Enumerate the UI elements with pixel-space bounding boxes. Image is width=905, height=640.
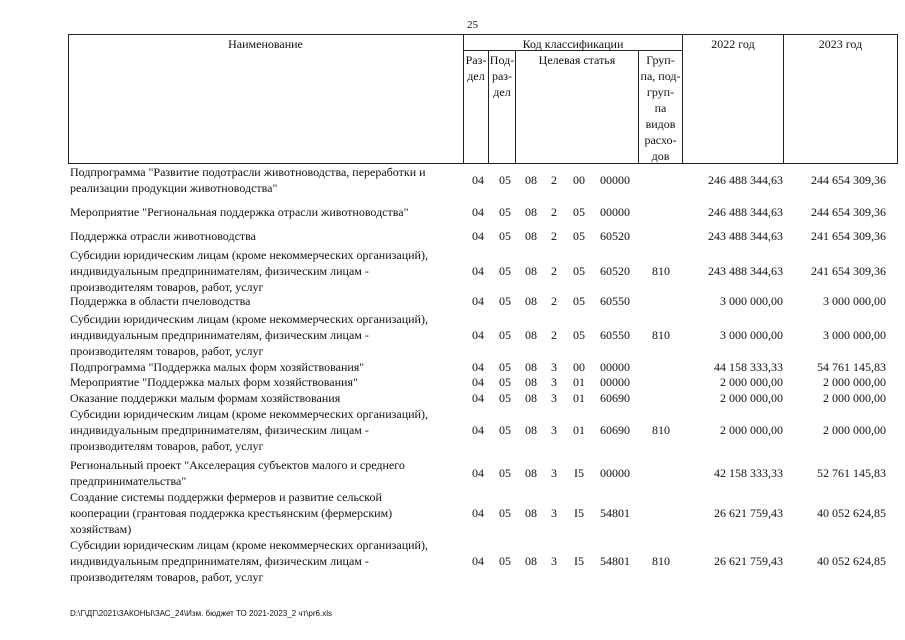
row-code-c1: 08 xyxy=(525,506,537,520)
row-name xyxy=(70,228,462,244)
row-code-c3: 05 xyxy=(573,328,585,342)
row-code-c2: 2 xyxy=(551,264,557,278)
row-code-c1: 08 xyxy=(525,205,537,219)
row-value-2022: 2 000 000,00 xyxy=(720,391,783,405)
table-row xyxy=(0,406,905,454)
row-code-c3: I5 xyxy=(574,554,584,568)
row-code-g: 810 xyxy=(652,423,670,437)
row-code-pr: 05 xyxy=(499,423,511,437)
row-value-2023: 244 654 309,36 xyxy=(811,173,886,187)
row-code-c4: 00000 xyxy=(600,375,630,389)
row-name-line: производителям товаров, работ, услуг xyxy=(70,344,264,358)
row-code-c3: 01 xyxy=(573,423,585,437)
row-name xyxy=(70,247,462,295)
row-code-pr: 05 xyxy=(499,264,511,278)
row-code-pr: 05 xyxy=(499,554,511,568)
row-code-c4: 00000 xyxy=(600,173,630,187)
row-code-c3: 00 xyxy=(573,173,585,187)
row-value-2022: 246 488 344,63 xyxy=(708,205,783,219)
table-row xyxy=(0,293,905,309)
row-name-line: индивидуальным предпринимателям, физическим лицам - xyxy=(70,264,369,278)
row-code-r: 04 xyxy=(472,391,484,405)
row-code-c2: 2 xyxy=(551,229,557,243)
row-code-c2: 2 xyxy=(551,205,557,219)
row-code-r: 04 xyxy=(472,375,484,389)
row-code-pr: 05 xyxy=(499,466,511,480)
row-name-line: Создание системы поддержки фермеров и развитие сельской xyxy=(70,490,382,504)
header-right-border xyxy=(897,34,898,164)
row-code-c1: 08 xyxy=(525,375,537,389)
header-name: Наименование xyxy=(228,37,303,51)
row-code-c1: 08 xyxy=(525,423,537,437)
header-sep-year xyxy=(783,34,784,164)
row-name xyxy=(70,390,462,406)
row-value-2022: 3 000 000,00 xyxy=(720,328,783,342)
row-code-pr: 05 xyxy=(499,229,511,243)
row-name-line: реализации продукции животноводства" xyxy=(70,181,278,195)
row-code-r: 04 xyxy=(472,205,484,219)
row-value-2022: 3 000 000,00 xyxy=(720,294,783,308)
row-value-2023: 2 000 000,00 xyxy=(823,375,886,389)
row-value-2023: 3 000 000,00 xyxy=(823,294,886,308)
row-code-g: 810 xyxy=(652,328,670,342)
row-value-2023: 2 000 000,00 xyxy=(823,423,886,437)
row-name-line: индивидуальным предпринимателям, физическим лицам - xyxy=(70,423,369,437)
row-code-r: 04 xyxy=(472,554,484,568)
header-razdel: Раз- дел xyxy=(465,53,487,83)
row-code-c3: 01 xyxy=(573,375,585,389)
row-code-c4: 60690 xyxy=(600,423,630,437)
header-top-border xyxy=(68,34,898,35)
row-value-2022: 243 488 344,63 xyxy=(708,229,783,243)
row-code-c1: 08 xyxy=(525,328,537,342)
row-name-line: Мероприятие "Поддержка малых форм хозяйствования" xyxy=(70,375,358,389)
row-name xyxy=(70,457,462,489)
row-name-line: индивидуальным предпринимателям, физическим лицам - xyxy=(70,328,369,342)
row-value-2022: 26 621 759,43 xyxy=(714,554,783,568)
table-row xyxy=(0,374,905,390)
row-value-2023: 244 654 309,36 xyxy=(811,205,886,219)
row-name-line: Поддержка в области пчеловодства xyxy=(70,294,251,308)
row-name-line: предпринимательства" xyxy=(70,474,187,488)
table-row xyxy=(0,359,905,375)
row-name xyxy=(70,374,462,390)
row-code-r: 04 xyxy=(472,360,484,374)
row-code-c1: 08 xyxy=(525,391,537,405)
row-code-c2: 3 xyxy=(551,375,557,389)
file-path: D:\Г\ДГ\2021\ЗАКОНЫ\ЗАС_24\Изм. бюджет ТО 2021-2023_2 чт\pr6.xls xyxy=(70,609,332,618)
row-name xyxy=(70,293,462,309)
row-code-c2: 2 xyxy=(551,173,557,187)
header-target: Целевая статья xyxy=(538,53,616,67)
row-name-line: кооперации (грантовая поддержка крестьянским (фермерским) xyxy=(70,506,393,520)
row-name xyxy=(70,164,462,196)
row-code-pr: 05 xyxy=(499,294,511,308)
row-code-c4: 00000 xyxy=(600,205,630,219)
row-code-c4: 60520 xyxy=(600,264,630,278)
row-value-2023: 241 654 309,36 xyxy=(811,264,886,278)
header-left-border xyxy=(68,34,69,164)
row-name-line: индивидуальным предпринимателям, физическим лицам - xyxy=(70,554,369,568)
row-code-r: 04 xyxy=(472,229,484,243)
row-name xyxy=(70,311,462,359)
row-code-c4: 60520 xyxy=(600,229,630,243)
row-code-pr: 05 xyxy=(499,205,511,219)
table-row xyxy=(0,164,905,196)
row-code-c3: 00 xyxy=(573,360,585,374)
row-name xyxy=(70,204,462,220)
row-code-pr: 05 xyxy=(499,506,511,520)
row-code-r: 04 xyxy=(472,423,484,437)
row-name xyxy=(70,489,462,537)
row-code-c1: 08 xyxy=(525,264,537,278)
row-code-c2: 3 xyxy=(551,391,557,405)
row-name-line: Оказание поддержки малым формам хозяйствования xyxy=(70,391,341,405)
row-code-c1: 08 xyxy=(525,294,537,308)
header-sep-code xyxy=(682,34,683,164)
header-group: Груп- па, под- груп- па видов расхо- дов xyxy=(640,53,681,163)
row-code-pr: 05 xyxy=(499,391,511,405)
row-code-c4: 54801 xyxy=(600,506,630,520)
row-code-c2: 2 xyxy=(551,294,557,308)
row-value-2022: 44 158 333,33 xyxy=(714,360,783,374)
row-code-g: 810 xyxy=(652,554,670,568)
table-row xyxy=(0,311,905,359)
row-name-line: Субсидии юридическим лицам (кроме некоммерческих организаций), xyxy=(70,312,428,326)
row-code-c3: 01 xyxy=(573,391,585,405)
row-code-c2: 3 xyxy=(551,423,557,437)
row-code-c3: I5 xyxy=(574,506,584,520)
row-value-2023: 241 654 309,36 xyxy=(811,229,886,243)
table-row xyxy=(0,489,905,537)
row-name-line: производителям товаров, работ, услуг xyxy=(70,280,264,294)
header-code: Код классификации xyxy=(522,37,624,51)
row-name-line: Субсидии юридическим лицам (кроме некоммерческих организаций), xyxy=(70,248,428,262)
row-code-c4: 54801 xyxy=(600,554,630,568)
row-name xyxy=(70,359,462,375)
row-name-line: Поддержка отрасли животноводства xyxy=(70,229,256,243)
row-code-c4: 60550 xyxy=(600,294,630,308)
row-value-2022: 2 000 000,00 xyxy=(720,423,783,437)
table-row xyxy=(0,247,905,295)
row-value-2022: 42 158 333,33 xyxy=(714,466,783,480)
table-row xyxy=(0,457,905,489)
row-code-c1: 08 xyxy=(525,554,537,568)
row-name-line: хозяйствам) xyxy=(70,522,132,536)
row-code-c3: 05 xyxy=(573,229,585,243)
row-value-2022: 26 621 759,43 xyxy=(714,506,783,520)
row-code-c4: 00000 xyxy=(600,466,630,480)
page-number: 25 xyxy=(467,19,478,31)
row-code-c1: 08 xyxy=(525,466,537,480)
row-name-line: Субсидии юридическим лицам (кроме некоммерческих организаций), xyxy=(70,407,428,421)
row-code-c3: I5 xyxy=(574,466,584,480)
table-row xyxy=(0,537,905,585)
row-name-line: производителям товаров, работ, услуг xyxy=(70,570,264,584)
row-value-2023: 40 052 624,85 xyxy=(817,554,886,568)
row-code-pr: 05 xyxy=(499,375,511,389)
row-code-r: 04 xyxy=(472,173,484,187)
row-name xyxy=(70,537,462,585)
table-header xyxy=(0,0,905,165)
row-code-r: 04 xyxy=(472,294,484,308)
table-row xyxy=(0,390,905,406)
row-value-2023: 3 000 000,00 xyxy=(823,328,886,342)
row-code-c4: 60550 xyxy=(600,328,630,342)
row-code-pr: 05 xyxy=(499,360,511,374)
row-value-2022: 246 488 344,63 xyxy=(708,173,783,187)
row-code-c2: 3 xyxy=(551,554,557,568)
row-name-line: Мероприятие "Региональная поддержка отрасли животноводства" xyxy=(70,205,409,219)
row-code-r: 04 xyxy=(472,506,484,520)
row-code-c2: 3 xyxy=(551,506,557,520)
header-year-2023: 2023 год xyxy=(818,37,863,51)
row-value-2023: 2 000 000,00 xyxy=(823,391,886,405)
row-name-line: Подпрограмма "Развитие подотрасли животноводства, переработки и xyxy=(70,165,426,179)
row-code-c3: 05 xyxy=(573,205,585,219)
row-value-2023: 52 761 145,83 xyxy=(817,466,886,480)
row-name-line: Субсидии юридическим лицам (кроме некоммерческих организаций), xyxy=(70,538,428,552)
row-code-c1: 08 xyxy=(525,360,537,374)
row-code-pr: 05 xyxy=(499,328,511,342)
row-code-c2: 3 xyxy=(551,360,557,374)
row-code-c3: 05 xyxy=(573,294,585,308)
table-row xyxy=(0,228,905,244)
row-name xyxy=(70,406,462,454)
row-value-2022: 243 488 344,63 xyxy=(708,264,783,278)
table-row xyxy=(0,204,905,220)
row-value-2023: 54 761 145,83 xyxy=(817,360,886,374)
row-value-2023: 40 052 624,85 xyxy=(817,506,886,520)
row-code-c1: 08 xyxy=(525,229,537,243)
row-code-r: 04 xyxy=(472,466,484,480)
header-podrazdel: Под- раз- дел xyxy=(489,53,515,99)
row-code-pr: 05 xyxy=(499,173,511,187)
header-year-2022: 2022 год xyxy=(711,37,755,51)
row-value-2022: 2 000 000,00 xyxy=(720,375,783,389)
row-code-c2: 2 xyxy=(551,328,557,342)
row-code-r: 04 xyxy=(472,264,484,278)
row-name-line: производителям товаров, работ, услуг xyxy=(70,439,264,453)
row-code-c1: 08 xyxy=(525,173,537,187)
row-name-line: Региональный проект "Акселерация субъектов малого и среднего xyxy=(70,458,405,472)
row-code-c2: 3 xyxy=(551,466,557,480)
row-code-c4: 00000 xyxy=(600,360,630,374)
row-code-g: 810 xyxy=(652,264,670,278)
row-code-c4: 60690 xyxy=(600,391,630,405)
row-name-line: Подпрограмма "Поддержка малых форм хозяйствования" xyxy=(70,360,365,374)
row-code-r: 04 xyxy=(472,328,484,342)
row-code-c3: 05 xyxy=(573,264,585,278)
